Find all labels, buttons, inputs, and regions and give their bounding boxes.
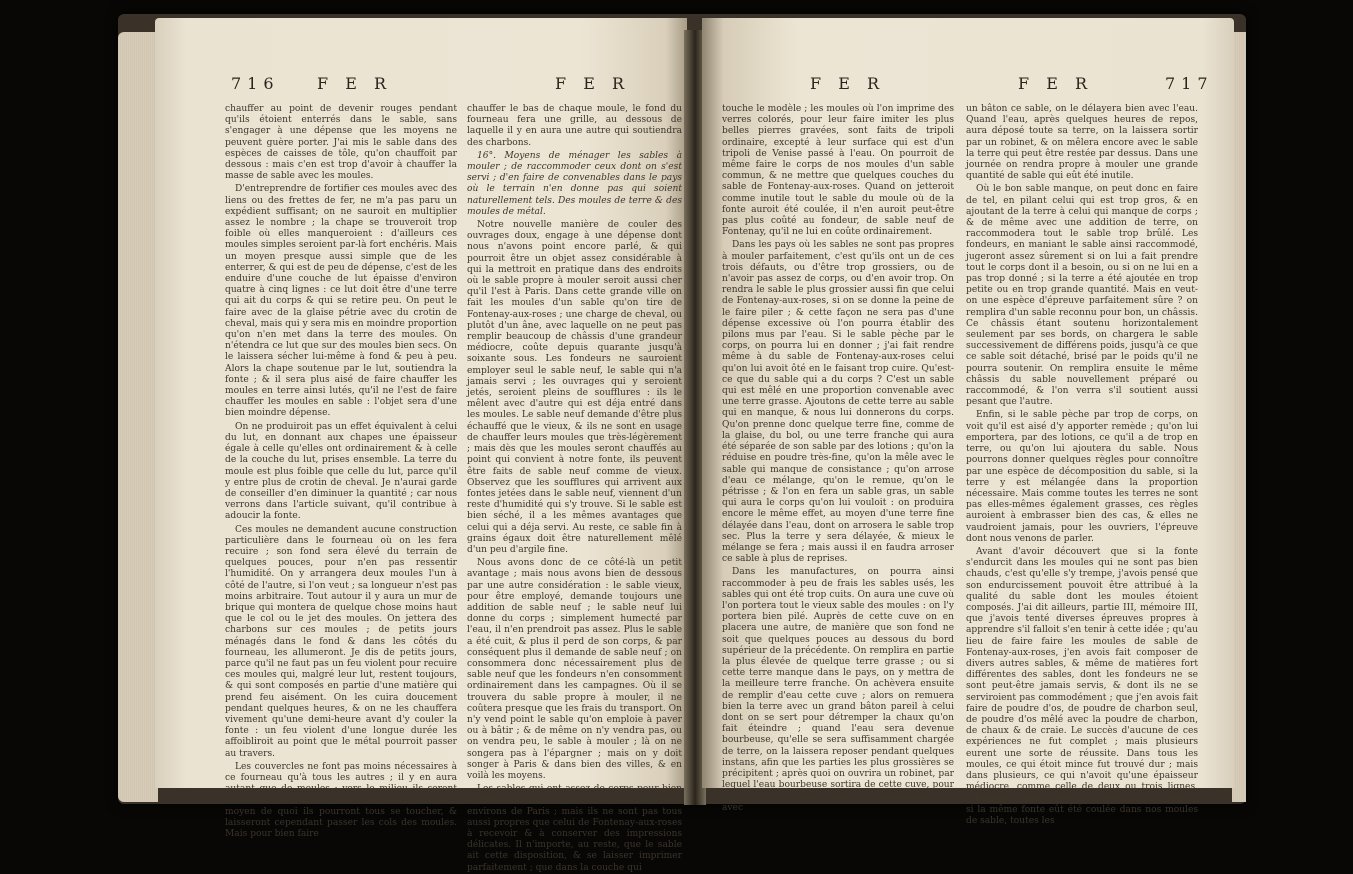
paragraph: D'entreprendre de fortifier ces moules avec des liens ou des frettes de fer, ne m'a pas paru un expédient suffisant; on ne sauroit en multiplier assez le nombre ; la chape se trouveroit trop foible où elles manqueroient : d'ailleurs ces moules simples seroient par-là fort enchéris. Mais un moyen presque aussi simple que de les enterrer, & qui est de peu de dépense, c'est de les enduire d'une couche de lut épaisse d'environ quatre à cinq lignes : ce lut doit être d'une terre qui ait du corps & qui se retire peu. On peut le faire avec de la glaise pétrie avec du crotin de cheval, mais qui y sera mis en moindre proportion qu'on n'en met dans la terre des moules. On n'étendra ce lut que sur des moules bien secs. On le laissera sécher lui-même à fond & peu à peu. Alors la chape soutenue par le lut, soutiendra la fonte ; & il sera plus aisé de faire chauffer les moules en terre ainsi lutés, qu'il ne l'est de faire chauffer les moules en sable : l'objet sera d'une bien moindre dépense. xyxy=(225,184,458,419)
page-edges-right xyxy=(1232,32,1246,802)
left-header-word-2: F E R xyxy=(555,74,630,93)
paragraph: Dans les pays où les sables ne sont pas propres à mouler parfaitement, c'est qu'ils ont un de ces trois défauts, ou d'être trop grossiers, ou de n'avoir pas assez de corps, ou d'en avoir trop. On rendra le sable le plus grossier aussi fin que celui de Fontenay-aux-roses, si on se donne la peine de le faire piler ; & cette façon ne sera pas d'une dépense excessive où l'on pourra établir des pilons mus par l'eau. Si le sable pèche par le corps, on pourra lui en donner ; j'ai fait rendre même à du sable de Fontenay-aux-roses celui qu'on lui avoit ôté en le faisant trop cuire. Qu'est-ce que du sable qui a du corps ? C'est un sable qui est mêlé en une proportion convenable avec une terre grasse. Ajoutons de cette terre au sable qui en manque, & nous lui donnerons du corps. Qu'on prenne donc quelque terre fine, comme de la glaise, du bol, ou une terre franche qui aura été séparée de son sable par des lotions ; qu'on la réduise en poudre très-fine, qu'on la mêle avec le sable qui manque de consistance ; qu'on arrose d'eau ce mélange, qu'on le remue, qu'on le pétrisse ; & l'on en fera un sable gras, un sable qui aura le corps qu'on lui vouloit : on produira encore le même effet, au moyen d'une terre fine délayée dans l'eau, dont on arrosera le sable trop sec. Plus la terre y sera délayée, & mieux le mélange se fera ; mais aussi il en faudra arroser ce sable à plus de reprises. xyxy=(722,240,954,565)
paragraph: Ces moules ne demandent aucune construction particulière dans le fourneau où on les fera recuire ; son fond sera élevé du terrain de quelques pouces, pour n'en pas ressentir l'humidité. On y arrangera deux moules l'un à côté de l'autre, si l'on veut ; sa longueur n'est pas moins arbitraire. Tout autour il y aura un mur de brique qui montera de quelque chose moins haut que le col ou le jet des moules. On jettera des charbons sur ces moules ; de petits jours ménagés dans le fond & dans les côtés du fourneau, les allumeront. Je dis de petits jours, parce qu'il ne faut pas un feu violent pour recuire ces moules qui, malgré leur lut, restent toujours, & qui sont composés en partie d'une matière qui prend feu aisément. On les cuira doucement pendant quelques heures, & on ne les chauffera vivement qu'une demi-heure avant d'y couler la fonte : un feu violent d'une longue durée les affoibliroit au point que le métal pourroit passer au travers. xyxy=(225,524,457,759)
right-column-2 xyxy=(966,104,1198,826)
paragraph: Notre nouvelle manière de couler des ouvrages doux, engage à une dépense dont nous n'avons point encore parlé, & qui pourroit être un objet assez considérable à qui la mettroit en pratique dans des endroits où le sable propre à mouler seroit aussi cher qu'il l'est à Paris. Dans cette grande ville on fait les moules d'un sable qu'on tire de Fontenay-aux-roses ; une charge de cheval, ou plutôt d'un âne, avec laquelle on ne peut pas remplir beaucoup de châssis d'une grandeur médiocre, coûte depuis quarante jusqu'à soixante sous. Les fondeurs ne sauroient employer seul le sable neuf, le sable qui n'a jamais servi ; les ouvrages qui y seroient jetés, seroient pleins de soufflures : ils le mêlent avec d'autre qui est déja entré dans les moules. Le sable neuf demande d'être plus échauffé que le vieux, & ils ne sont en usage de chauffer leurs moules que très-légèrement ; mais dès que les moules seront chauffés au point qui convient à notre fonte, ils peuvent être faits de sable neuf comme de vieux. Observez que les soufflures qui arrivent aux fontes jetées dans le sable neuf, viennent d'un reste d'humidité qui s'y trouve. Si le sable est bien séché, il a les mêmes avantages que celui qui a déja servi. Au reste, ce sable fin à grains égaux doit être naturellement mêlé d'un peu d'argile fine. xyxy=(467,220,682,555)
left-running-header xyxy=(155,74,687,98)
paragraph: Où le bon sable manque, on peut donc en faire de tel, en pilant celui qui est trop gros, & en ajoutant de la terre à celui qui manque de corps ; & de même avec une addition de terre, on raccommodera tout le sable trop brûlé. Les fondeurs, en maniant le sable ainsi raccommodé, jugeront assez sûrement si on lui a fait prendre tout le corps dont il a besoin, ou si on ne lui en a pas trop donné ; si la terre a été ajoutée en trop petite ou en trop grande quantité. Mais en veut-on une espèce d'épreuve parfaitement sûre ? on remplira d'un sable reconnu pour bon, un châssis. Ce châssis étant soutenu horizontalement seulement par ses bords, on chargera le sable successivement de différens poids, jusqu'à ce que ce sable soit détaché, brisé par le poids qu'il ne pourra soutenir. On remplira ensuite le même châssis du sable nouvellement préparé ou raccommodé, & l'on verra s'il soutient aussi pesant que l'autre. xyxy=(966,184,1198,408)
paragraph: chauffer le bas de chaque moule, le fond du fourneau fera une grille, au dessous de laquelle il y en aura une autre qui soutiendra des charbons. xyxy=(467,104,682,148)
right-page xyxy=(702,18,1234,826)
paragraph: Enfin, si le sable pèche par trop de corps, on voit qu'il est aisé d'y apporter remède ; qu'on lui emportera, par des lotions, ce qu'il a de trop en terre, ou qu'on lui ajoutera du sable. Nous pourrons donner quelques règles pour connoître par une espèce de décomposition du sable, si la terre y est mélangée dans la proportion nécessaire. Mais comme toutes les terres ne sont pas elles-mêmes également grasses, ces règles auroient à embrasser bien des cas, & elles ne vaudroient jamais, pour les ouvriers, l'épreuve dont nous venons de parler. xyxy=(966,410,1198,544)
right-header-word-1: F E R xyxy=(810,74,885,93)
paragraph: On ne produiroit pas un effet équivalent à celui du lut, en donnant aux chapes une épaisseur égale à celle qu'elles ont ordinairement & à celle de la couche du lut, prises ensemble. La terre du moule est plus foible que celle du lut, parce qu'il y entre plus de crotin de cheval. Je n'aurai garde de conseiller d'en diminuer la quantité ; car nous verrons dans l'article suivant, qu'il contribue à adoucir la fonte. xyxy=(225,421,457,522)
left-page-number: 716 xyxy=(231,74,280,93)
left-column-1 xyxy=(225,104,458,839)
paragraph: Avant d'avoir découvert que si la fonte s'endurcit dans les moules qui ne sont pas bien chauds, c'est qu'elle s'y trempe, j'avois pensé que son endurcissement pouvoit être attribué à la qualité du sable dont les moules étoient composés. J'ai dit ailleurs, partie III, mémoire III, que j'avois tenté diverses épreuves propres à apprendre s'il falloit s'en tenir à cette idée ; qu'au lieu de faire faire les moules de sable de Fontenay-aux-roses, j'en avois fait composer de divers autres sables, & même de matières fort différentes des sables, dont les fondeurs ne se sont peut-être jamais servis, & dont ils ne se serviroient pas commodément ; que j'en avois fait faire de poudre d'os, de poudre de charbon seul, de poudre d'os mêlé avec la poudre de charbon, de chaux & de craie. Le succès d'aucune de ces expériences ne fut complet ; mais plusieurs eurent une sorte de réussite. Dans tous les moules, ce qui étoit mince fut trouvé dur ; mais dans plusieurs, ce qui n'avoit qu'une épaisseur médiocre, comme celle de deux ou trois lignes, fut trouvé doux, & certainement ne l'eût pas été si la même fonte eût été coulée dans nos moules de sable, toutes les xyxy=(966,546,1198,826)
paragraph: Les sables qui ont assez de corps pour bien tenir dans le moule, ne sont pas rares aux environs de Paris ; mais ils ne sont pas tous aussi propres que celui de Fontenay-aux-roses à recevoir & à conserver des impressions délicates. Il n'importe, au reste, que le sable ait cette disposition, & se laisser imprimer parfaitement ; que dans la couche qui xyxy=(467,784,682,873)
paragraph: Nous avons donc de ce côté-là un petit avantage ; mais nous avons bien de dessous par une autre considération : le sable vieux, pour être employé, demande toujours une addition de sable neuf ; le sable neuf lui donne du corps ; simplement humecté par l'eau, il n'en prendroit pas assez. Plus le sable a été cuit, & plus il perd de son corps, & par conséquent plus il demande de sable neuf ; on consommera donc nécessairement plus de sable neuf que les fondeurs n'en consomment ordinairement dans les campagnes. Où il se trouvera du sable propre à mouler, il ne coûtera presque que les frais du transport. On n'y vend point le sable qu'on emploie à paver ou à bâtir ; & de même on n'y vendra pas, ou on vendra peu, le sable à mouler ; là on ne songera pas à l'épargner ; mais on y doit songer à Paris & dans bien des villes, & en voilà les moyens. xyxy=(467,558,682,781)
left-page xyxy=(155,18,687,873)
paragraph: chauffer au point de devenir rouges pendant qu'ils étoient enterrés dans le sable, sans s'engager à une dépense que les moyens ne peuvent guère porter. J'ai mis le sable dans des espèces de caisses de tôle, qu'on chauffoit par dessous : mais c'en est trop d'avoir à chauffer la masse de sable avec les moules. xyxy=(225,104,457,182)
paragraph: Les couvercles ne font pas moins nécessaires à ce fourneau qu'à tous les autres ; il y en aura autant que de moules ; vers le milieu ils seront échancrés de chaque côté en demi-cercle, au moyen de quoi ils pourront tous se toucher, & laisseront cependant passer les cols des moules. Mais pour bien faire xyxy=(225,761,457,839)
right-page-number: 717 xyxy=(1165,74,1214,93)
page-edges-left xyxy=(118,32,158,802)
section-heading: 16°. Moyens de ménager les sables à mouler ; de raccommoder ceux dont on s'est servi ; d'en faire de convenables dans le pays où le terrain n'en donne pas qui soient naturellement tels. Des moules de terre & des moules de métal. xyxy=(467,150,682,217)
left-header-word-1: F E R xyxy=(317,74,392,93)
paragraph: touche le modèle ; les moules où l'on imprime des verres colorés, pour leur faire imiter les plus belles pierres gravées, sont faits de tripoli ordinaire, excepté à leur surface qui est d'un tripoli de Venise passé à l'eau. On pourroit de même faire le corps de nos moules d'un sable commun, & ne mettre que quelques couches du sable de Fontenay-aux-roses. Quand on jetteroit comme inutile tout le sable du moule où de la fonte auroit été coulée, il n'en auroit peut-être pas plus coûté au fondeur, de sable neuf de Fontenay, qu'il ne lui en coûte ordinairement. xyxy=(722,104,954,238)
left-column-2 xyxy=(467,104,682,873)
paragraph: un bâton ce sable, on le délayera bien avec l'eau. Quand l'eau, après quelques heures de repos, aura déposé toute sa terre, on la laissera sortir par un robinet, & on mêlera encore avec le sable la terre qui peut être restée par dessus. Dans une journée on rendra propre à mouler une grande quantité de sable qui eût été inutile. xyxy=(966,104,1198,182)
right-column-1 xyxy=(722,104,954,813)
right-header-word-2: F E R xyxy=(1018,74,1093,93)
right-running-header xyxy=(702,74,1234,98)
paragraph: Dans les manufactures, on pourra ainsi raccommoder à peu de frais les sables usés, les sables qui ont été trop cuits. On aura une cuve où l'on portera tout le vieux sable des moules : on l'y portera bien pilé. Auprès de cette cuve on en placera une autre, de manière que son fond ne soit que quelques pouces au dessous du bord supérieur de la précédente. On remplira en partie la plus élevée de quelque terre grasse ; ou si cette terre manque dans le pays, on y mettra de la meilleure terre franche. On achèvera ensuite de remplir d'eau cette cuve ; alors on remuera bien la terre avec un grand bâton pareil à celui dont on se sert pour détremper la chaux qu'on fait éteindre ; quand l'eau sera devenue bourbeuse, qu'elle se sera suffisamment chargée de terre, on la laissera reposer pendant quelques instans, afin que les parties les plus grossières se précipitent ; après quoi on ouvrira un robinet, par lequel l'eau bourbeuse sortira de cette cuve, pour se rendre dans celle où est le sable. On agitera avec xyxy=(722,567,954,813)
